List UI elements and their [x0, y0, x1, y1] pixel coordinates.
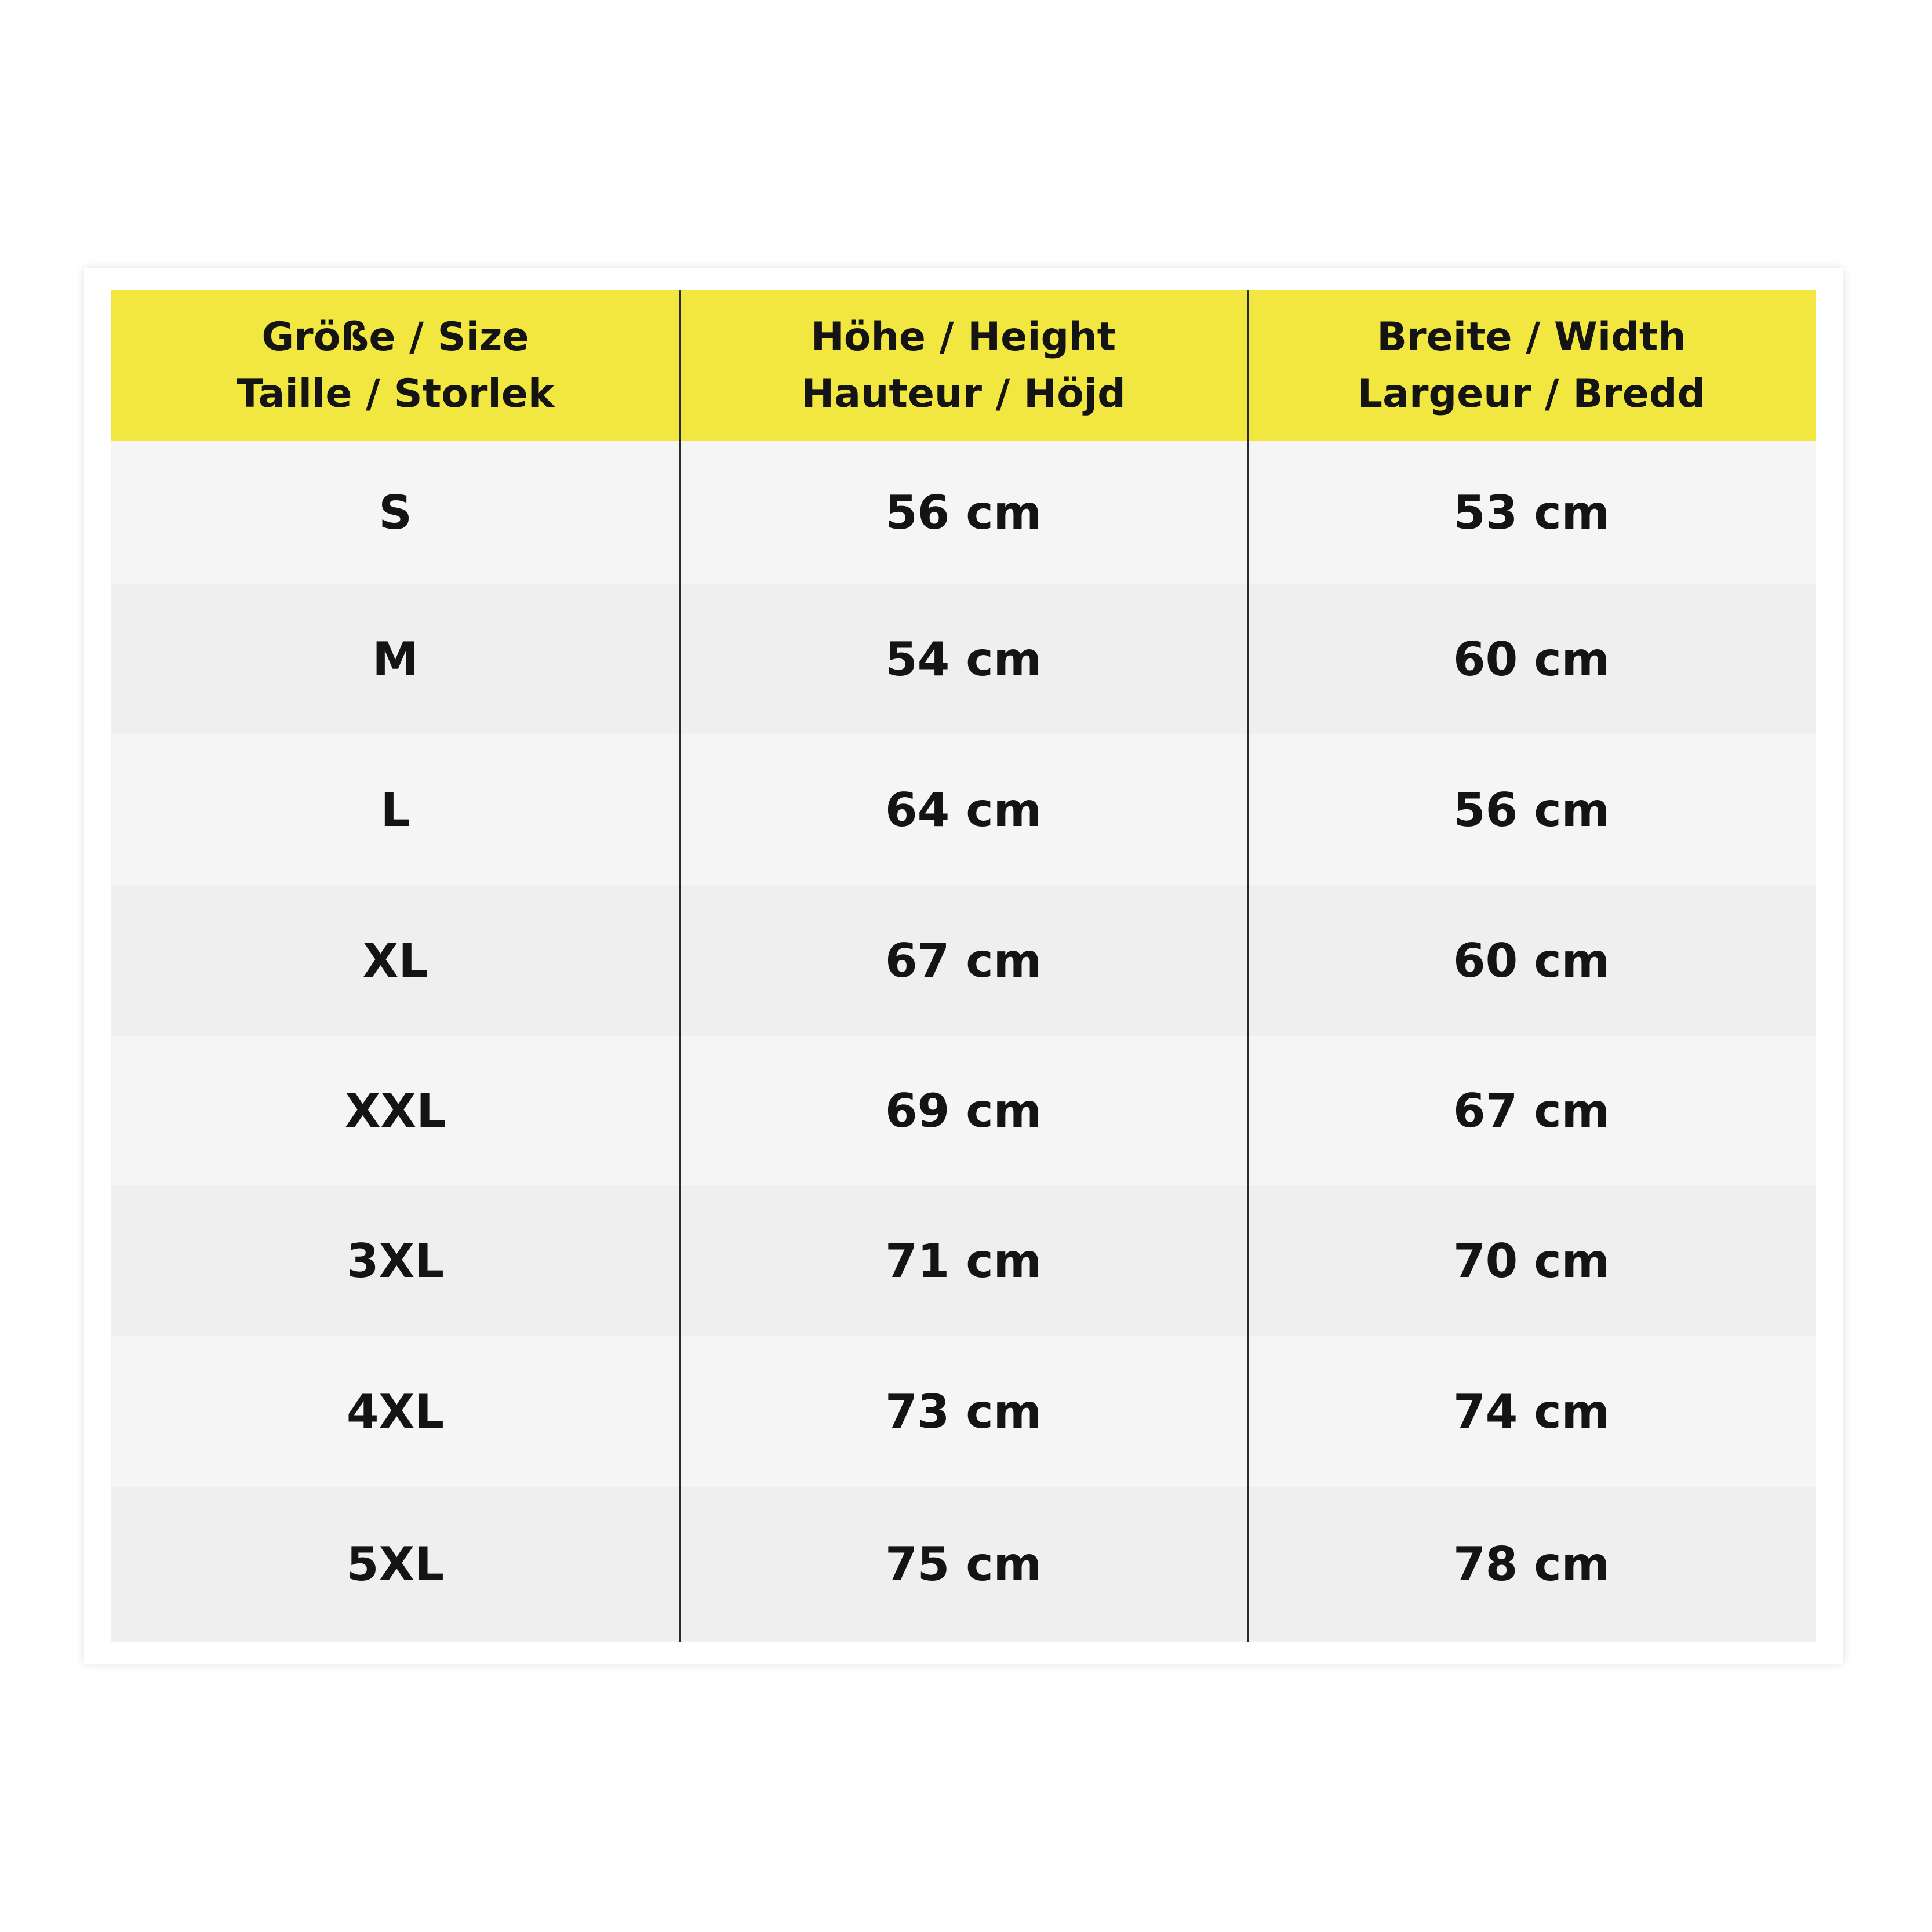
cell-size: 3XL	[346, 1234, 445, 1288]
cell-width: 74 cm	[1453, 1384, 1610, 1439]
cell-height: 54 cm	[885, 632, 1042, 686]
cell-size: 4XL	[346, 1384, 445, 1439]
header-width-line1: Breite / Width	[1377, 314, 1686, 360]
cell-width: 56 cm	[1453, 783, 1610, 837]
cell-height: 73 cm	[885, 1384, 1042, 1439]
cell-height: 64 cm	[885, 783, 1042, 837]
cell-width: 53 cm	[1453, 486, 1610, 540]
header-width-line2: Largeur / Bredd	[1357, 371, 1706, 417]
table-row	[111, 584, 1816, 734]
header-height-line1: Höhe / Height	[810, 314, 1116, 360]
cell-size: M	[372, 632, 419, 686]
table-row	[111, 734, 1816, 885]
table-row	[111, 1036, 1816, 1185]
cell-size: 5XL	[346, 1537, 445, 1591]
header-height	[679, 290, 1247, 441]
cell-width: 60 cm	[1453, 933, 1610, 988]
header-size	[111, 290, 679, 441]
cell-size: L	[380, 783, 410, 837]
cell-size: XL	[362, 933, 428, 988]
cell-height: 75 cm	[885, 1537, 1042, 1591]
cell-width: 70 cm	[1453, 1234, 1610, 1288]
table-row	[111, 885, 1816, 1036]
column-divider	[679, 290, 681, 1642]
cell-width: 60 cm	[1453, 632, 1610, 686]
column-divider	[1247, 290, 1249, 1642]
cell-height: 69 cm	[885, 1083, 1042, 1138]
header-height-line2: Hauteur / Höjd	[801, 371, 1126, 417]
cell-height: 67 cm	[885, 933, 1042, 988]
cell-size: S	[379, 486, 412, 540]
size-chart-card	[84, 268, 1843, 1664]
table-row	[111, 441, 1816, 584]
table-row	[111, 1336, 1816, 1487]
header-size-line1: Größe / Size	[261, 314, 529, 360]
cell-width: 78 cm	[1453, 1537, 1610, 1591]
header-size-line2: Taille / Storlek	[236, 371, 555, 417]
table-row	[111, 1487, 1816, 1642]
size-chart-table	[111, 290, 1816, 1642]
cell-width: 67 cm	[1453, 1083, 1610, 1138]
header-width	[1247, 290, 1815, 441]
cell-size: XXL	[344, 1083, 446, 1138]
table-header	[111, 290, 1816, 441]
cell-height: 56 cm	[885, 486, 1042, 540]
table-row	[111, 1185, 1816, 1336]
cell-height: 71 cm	[885, 1234, 1042, 1288]
